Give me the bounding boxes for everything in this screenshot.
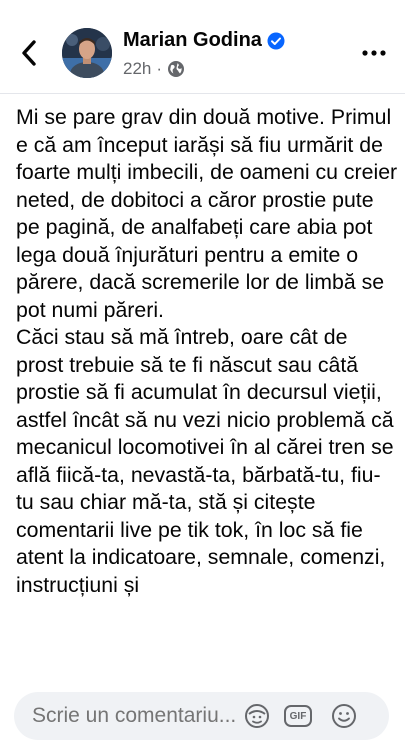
author-name[interactable]	[123, 29, 285, 52]
verified-badge-icon	[267, 32, 285, 50]
emoji-icon[interactable]	[329, 701, 359, 731]
meta-separator: ·	[156, 59, 163, 78]
post-timestamp[interactable]: 22h	[123, 59, 152, 78]
avatar-sticker-icon[interactable]	[242, 701, 272, 731]
comment-input[interactable]	[32, 704, 242, 728]
post-paragraph: Căci stau să mă întreb, oare cât de prost trebuie să te fi născut sau câtă prostie să fi acumulat în decursul vieții, astfel încât să nu vezi nicio problemă că mecanicul locomotivei în al cărei tren se află fiică-ta, nevastă-ta, bărbată-tu, fiu-tu sau chiar mă-ta, stă și citește comentarii live pe tik tok, în loc să fie atent la indicatoare, semnale, comenzi, instrucțiuni și	[16, 325, 394, 597]
avatar[interactable]	[62, 28, 112, 78]
more-dots-icon	[362, 50, 386, 56]
more-options-button[interactable]	[359, 40, 389, 66]
back-chevron-icon[interactable]	[14, 36, 44, 70]
gif-icon[interactable]	[283, 701, 313, 731]
gif-label: GIF	[289, 710, 307, 722]
post-text	[16, 104, 398, 599]
post-paragraph: Mi se pare grav din două motive. Primul e că am început iarăși să fiu urmărit de foarte mulți imbecili, de oameni cu creier neted, de dobitoci a căror prostie pute pe pagină, de analfabeți care abia pot lega două înjurături pentru a emite o părere, dacă scremerile lor de limbă se pot numi păreri.	[16, 105, 398, 322]
comment-box[interactable]	[14, 692, 389, 740]
author-name-text[interactable]: Marian Godina	[123, 29, 262, 51]
comment-bar	[0, 682, 405, 750]
post-meta	[123, 59, 185, 79]
globe-icon	[167, 60, 185, 78]
header-divider	[0, 93, 405, 94]
post-header	[0, 0, 405, 92]
